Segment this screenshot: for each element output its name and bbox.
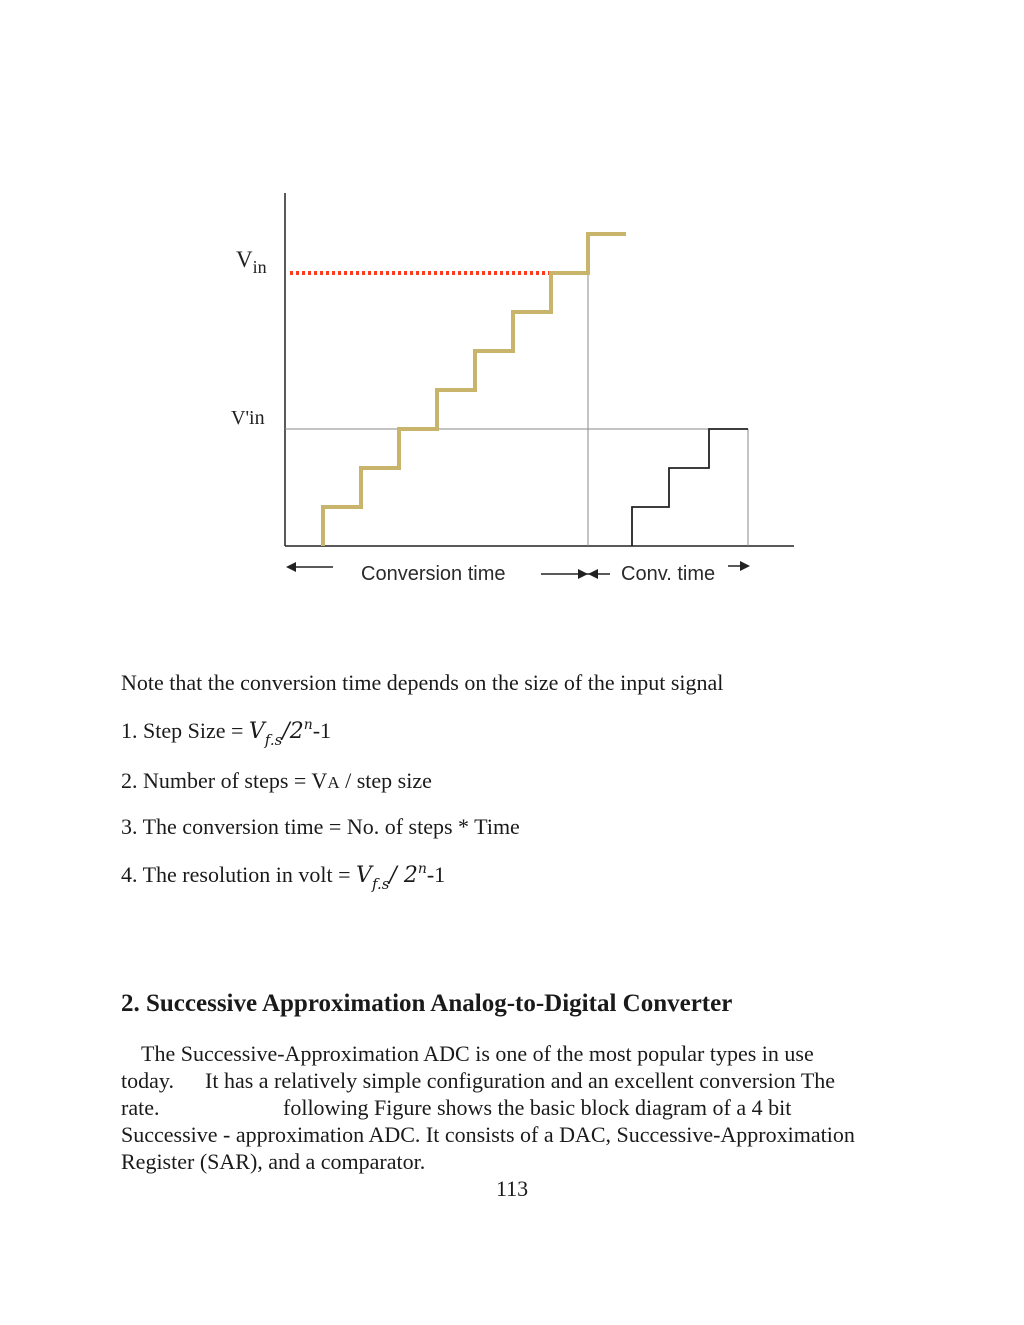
section-heading: 2. Successive Approximation Analog-to-Digital Converter [121,990,733,1017]
paragraph-line-5: Register (SAR), and a comparator. [121,1149,426,1174]
arrow-middle-left-head-icon [588,569,598,579]
resolution-formula: 4. The resolution in volt = $V_{f.s}/$ 2$^n$-1 [121,861,446,893]
paragraph-line-2b: It has a relatively simple configuration and an excellent conversion The [205,1068,836,1093]
vin-label: $V_{in}$ [236,247,267,277]
conversion-time-formula: 3. The conversion time = No. of steps * Time [121,814,520,839]
conv-time-caption: Conv. time [621,563,716,585]
arrow-middle-right-head-icon [578,569,588,579]
paragraph-line-2a: today. [121,1068,174,1093]
staircase-large [323,234,626,546]
arrow-left-head-icon [286,562,296,572]
paragraph-line-1: The Successive-Approximation ADC is one of the most popular types in use [141,1041,814,1066]
paragraph-line-3a: rate. [121,1095,160,1120]
paragraph-line-3b: following Figure shows the basic block diagram of a 4 bit [283,1095,792,1120]
note-text: Note that the conversion time depends on the size of the input signal [121,670,724,695]
step-size-formula: 1. Step Size = $V_{f.s}/2^n-1$ [121,717,332,749]
adc-conversion-figure [0,0,1024,620]
arrow-right-head-icon [740,561,750,571]
staircase-small [632,429,748,546]
conversion-time-caption: Conversion time [361,563,506,585]
vin-prime-label: V'in [231,407,265,429]
page-number: 113 [496,1176,529,1201]
paragraph-line-4: Successive - approximation ADC. It consists of a DAC, Successive-Approximation [121,1122,855,1147]
number-of-steps-formula: 2. Number of steps = VA / step size [121,768,432,793]
